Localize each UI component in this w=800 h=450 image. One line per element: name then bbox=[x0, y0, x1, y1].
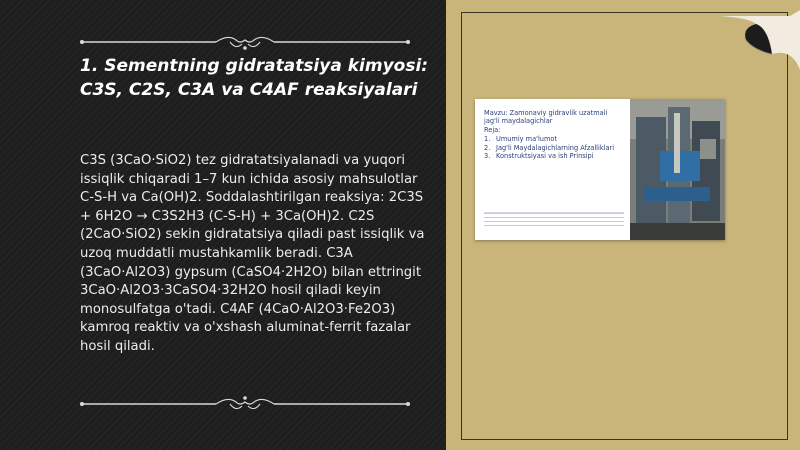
slide-title bbox=[80, 54, 430, 102]
flourish-divider-icon bbox=[80, 392, 410, 416]
list-item-number: 3. bbox=[484, 152, 491, 161]
list-item-text: Konstruktsiyasi va ish Prinsipi bbox=[496, 152, 594, 161]
machine-photo bbox=[630, 99, 725, 240]
list-item bbox=[484, 152, 624, 160]
body-paragraph: C3S (3CaO·SiO2) tez gidratatsiyalanadi va yuqori issiqlik chiqaradi 1–7 kun ichida asosiy mahsulotlar C-S-H va Ca(OH)2. Soddalashtirilgan reaksiya: 2C3S + 6H2O → C3S2H3 (C-S-H) + 3Ca(OH)2. C2S (2CaO·SiO2) sekin gidratatsiya qiladi past issiqlik va uzoq muddatli mustahkamlik beradi. C3A (3CaO·Al2O3) gypsum (CaSO4·2H2O) bilan ettringit 3CaO·Al2O3·3CaSO4·32H2O hosil qiladi keyin monosulfatga o'tadi. C4AF (4CaO·Al2O3·Fe2O3) kamroq reaktiv va o'xshash aluminat-ferrit fazalar hosil qiladi. bbox=[80, 153, 425, 354]
list-item-text: Jag'li Maydalagichlarning Afzalliklari bbox=[496, 143, 615, 152]
list-item-number: 2. bbox=[484, 143, 491, 152]
thumbnail-list bbox=[484, 135, 624, 160]
title-line-2: C3S, C2S, C3A va C4AF reaksiyalari bbox=[80, 80, 418, 100]
page-curl-icon bbox=[720, 10, 800, 70]
thumbnail-plan-label: Reja: bbox=[484, 125, 501, 134]
thumbnail-text bbox=[484, 109, 624, 160]
flourish-divider-icon bbox=[80, 30, 410, 54]
thumbnail-topic: Mavzu: Zamonaviy gidravlik uzatmali jag'li maydalagichlar bbox=[484, 109, 608, 126]
thumbnail-image bbox=[475, 99, 725, 240]
list-item-number: 1. bbox=[484, 135, 491, 144]
thumbnail-footer-text bbox=[484, 212, 624, 228]
title-line-1: 1. Sementning gidratatsiya kimyosi: bbox=[80, 56, 429, 76]
list-item bbox=[484, 144, 624, 152]
list-item-text: Umumiy ma'lumot bbox=[496, 135, 558, 144]
list-item bbox=[484, 135, 624, 143]
